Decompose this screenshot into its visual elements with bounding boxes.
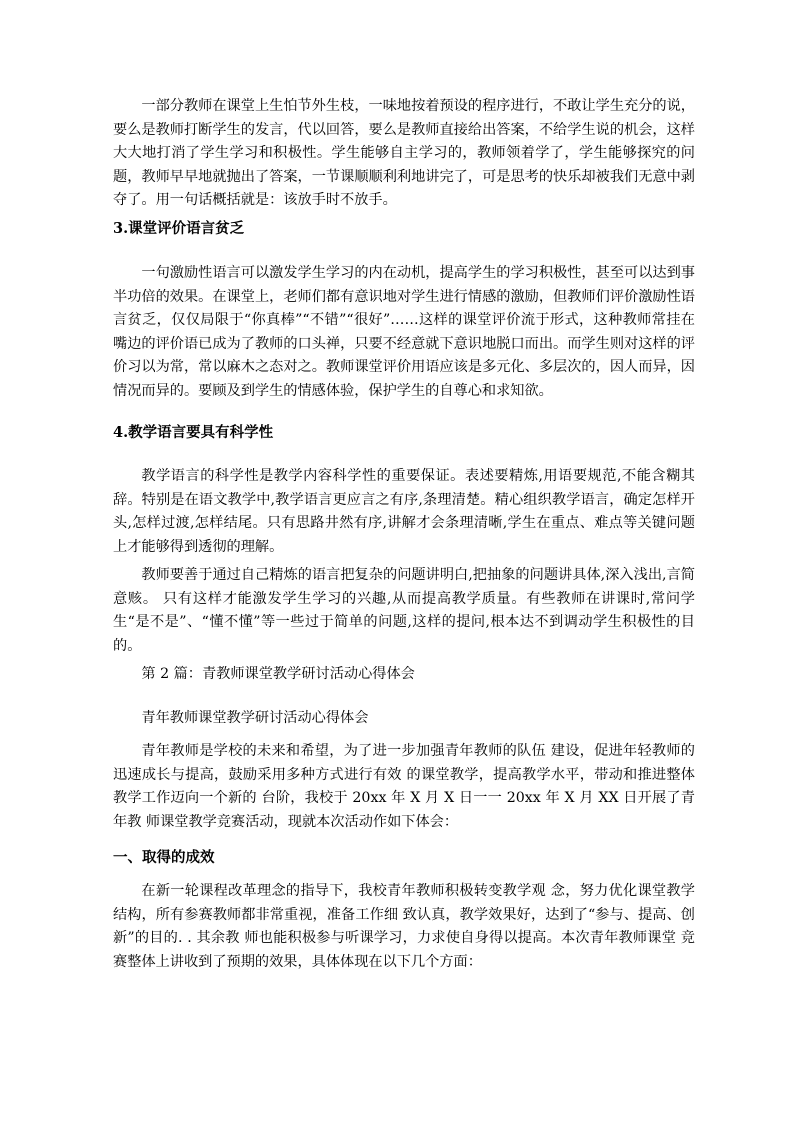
paragraph-achievements: 在新一轮课程改革理念的指导下，我校青年教师积极转变教学观 念，努力优化课堂教学结构，所有参赛教师都非常重视，准备工作细 致认真，教学效果好，达到了“参与、提高、创新”的目的. . 其余教 师也能积极参与听课学习，力求使自身得以提高。本次青年教师课堂 竞赛整体上讲收到了预期的效果，具体体现在以下几个方面： xyxy=(113,883,695,970)
article-title: 青年教师课堂教学研讨活动心得体会 xyxy=(141,710,369,726)
paragraph-scientific-language: 教学语言的科学性是教学内容科学性的重要保证。表述要精炼,用语要规范,不能含糊其辞。特别是在语文教学中,教学语言更应言之有序,条理清楚。精心组织教学语言，确定怎样开头,怎样过渡,怎样结尾。只有思路井然有序,讲解才会条理清晰,学生在重点、难点等关键问题上才能够得到透彻的理解。 xyxy=(113,468,695,555)
paragraph-concise-language: 教师要善于通过自己精炼的语言把复杂的问题讲明白,把抽象的问题讲具体,深入浅出,言简意赅。 只有这样才能激发学生学习的兴趣,从而提高教学质量。有些教师在讲课时,常问学生“是不是”、“懂不懂”等一些过于简单的问题,这样的提问,根本达不到调动学生积极性的目的。 xyxy=(113,567,695,654)
heading-evaluation-language: 3.课堂评价语言贫乏 xyxy=(113,220,245,237)
paragraph-evaluation-language: 一句激励性语言可以激发学生学习的内在动机，提高学生的学习积极性，甚至可以达到事半功倍的效果。在课堂上，老师们都有意识地对学生进行情感的激励，但教师们评价激励性语言贫乏，仅仅局限于“你真棒”“不错”“很好”……这样的课堂评价流于形式，这种教师常挂在嘴边的评价语已成为了教师的口头禅，只要不经意就下意识地脱口而出。而学生则对这样的评价习以为常，常以麻木之态对之。教师课堂评价用语应该是多元化、多层次的，因人而异，因情况而异的。要顾及到学生的情感体验，保护学生的自尊心和求知欲。 xyxy=(113,265,695,399)
paragraph-intro: 青年教师是学校的未来和希望，为了进一步加强青年教师的队伍 建设，促进年轻教师的迅速成长与提高，鼓励采用多种方式进行有效 的课堂教学，提高教学水平，带动和推进整体教学工作迈向一个新的 台阶，我校于 20xx 年 X 月 X 日一一 20xx 年 X 月 XX 日开展了青年教 师课堂教学竞赛活动，现就本次活动作如下体会： xyxy=(113,743,695,830)
heading-achievements: 一、取得的成效 xyxy=(113,849,215,866)
section-title-part2: 第 2 篇：青教师课堂教学研讨活动心得体会 xyxy=(141,666,415,682)
heading-scientific-language: 4.教学语言要具有科学性 xyxy=(113,424,274,441)
paragraph-teacher-control: 一部分教师在课堂上生怕节外生枝，一味地按着预设的程序进行，不敢让学生充分的说，要么是教师打断学生的发言，代以回答，要么是教师直接给出答案，不给学生说的机会，这样大大地打消了学生学习和积极性。学生能够自主学习的，教师领着学了，学生能够探究的问题，教师早早地就抛出了答案，一节课顺顺利利地讲完了，可是思考的快乐却被我们无意中剥夺了。用一句话概括就是：该放手时不放手。 xyxy=(113,98,695,209)
